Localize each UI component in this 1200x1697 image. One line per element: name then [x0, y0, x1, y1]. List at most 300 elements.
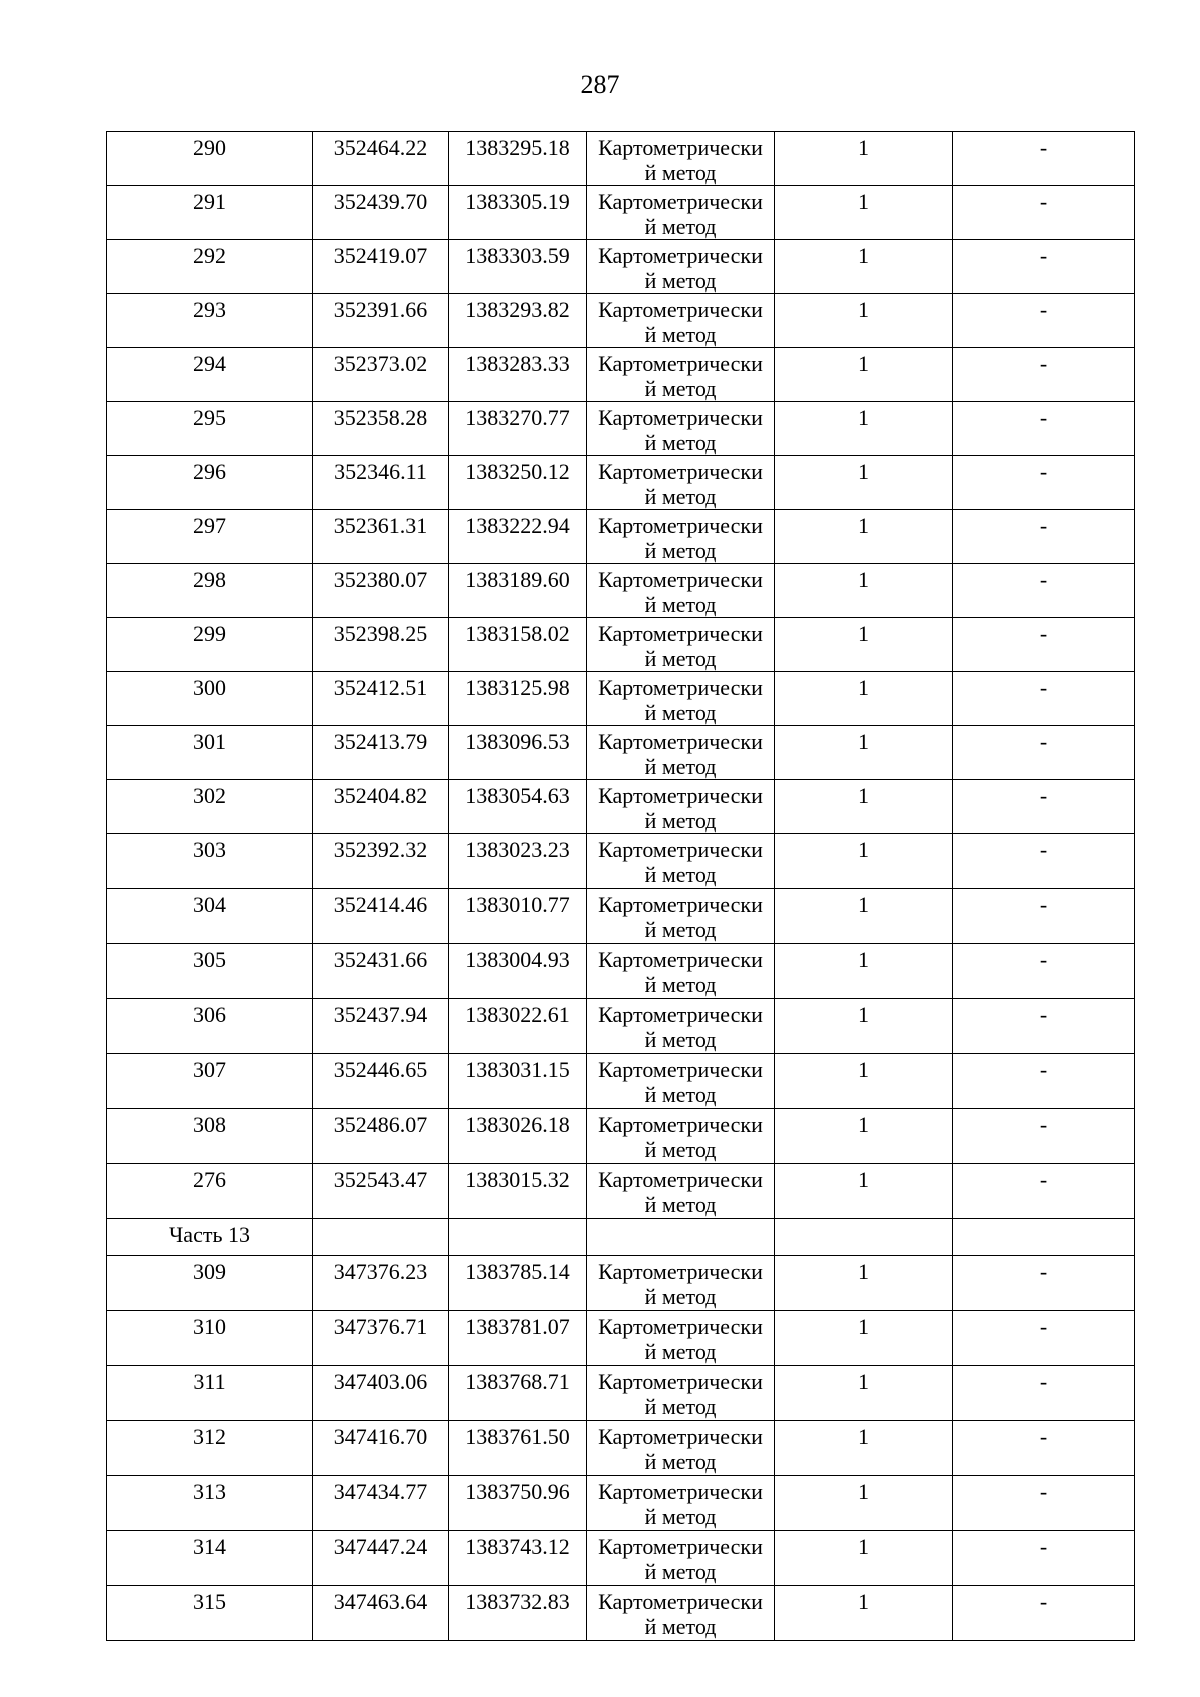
y-coordinate-cell	[449, 1476, 587, 1531]
accuracy-cell	[775, 944, 953, 999]
accuracy-cell	[775, 132, 953, 186]
x-coordinate-cell	[313, 564, 449, 618]
y-coordinate: 1383295.18	[465, 135, 570, 160]
y-coordinate-cell	[449, 780, 587, 834]
y-coordinate-cell	[449, 726, 587, 780]
note-cell	[953, 1054, 1135, 1109]
table-row	[107, 726, 1135, 780]
section-label: Часть 13	[169, 1222, 250, 1247]
method-cell	[587, 780, 775, 834]
point-number-cell	[107, 780, 313, 834]
x-coordinate: 352380.07	[333, 567, 428, 592]
note-cell	[953, 132, 1135, 186]
point-number-cell	[107, 348, 313, 402]
point-number-cell	[107, 240, 313, 294]
accuracy-cell	[775, 1311, 953, 1366]
note-cell	[953, 1421, 1135, 1476]
note-cell	[953, 944, 1135, 999]
accuracy-cell	[775, 1476, 953, 1531]
method-line-2: й метод	[644, 1504, 717, 1529]
accuracy-value: 1	[858, 1589, 869, 1614]
x-coordinate: 352419.07	[333, 243, 428, 268]
x-coordinate-cell	[313, 1476, 449, 1531]
method-cell	[587, 510, 775, 564]
method-line-2: й метод	[644, 1394, 717, 1419]
point-number-cell	[107, 726, 313, 780]
table-row	[107, 999, 1135, 1054]
method-line-2: й метод	[644, 972, 717, 997]
y-coordinate: 1383283.33	[465, 351, 570, 376]
method-line-2: й метод	[644, 1192, 717, 1217]
method-cell	[587, 1366, 775, 1421]
point-number-cell	[107, 1421, 313, 1476]
x-coordinate-cell	[313, 726, 449, 780]
accuracy-value: 1	[858, 189, 869, 214]
method-cell	[587, 1164, 775, 1219]
y-coordinate-cell	[449, 348, 587, 402]
coordinates-table	[106, 131, 1135, 1641]
point-number: 298	[193, 567, 226, 592]
point-number-cell	[107, 456, 313, 510]
point-number: 300	[193, 675, 226, 700]
method-line-1: Картометрически	[598, 1167, 763, 1192]
note-value: -	[1039, 1259, 1048, 1284]
method-cell	[587, 456, 775, 510]
accuracy-cell	[775, 510, 953, 564]
method-line-1: Картометрически	[598, 1424, 763, 1449]
accuracy-cell	[775, 618, 953, 672]
note-value: -	[1039, 513, 1048, 538]
x-coordinate: 352373.02	[333, 351, 428, 376]
method-cell	[587, 240, 775, 294]
y-coordinate-cell	[449, 672, 587, 726]
x-coordinate-cell	[313, 834, 449, 889]
accuracy-cell	[775, 240, 953, 294]
x-coordinate: 352392.32	[333, 837, 428, 862]
point-number-cell	[107, 1311, 313, 1366]
table-row	[107, 510, 1135, 564]
x-coordinate-cell	[313, 240, 449, 294]
accuracy-value: 1	[858, 1369, 869, 1394]
accuracy-value: 1	[858, 621, 869, 646]
x-coordinate: 347403.06	[333, 1369, 428, 1394]
point-number-cell	[107, 999, 313, 1054]
y-coordinate: 1383293.82	[465, 297, 570, 322]
note-value: -	[1039, 405, 1048, 430]
y-coordinate-cell	[449, 1586, 587, 1641]
y-coordinate-cell	[449, 294, 587, 348]
method-line-1: Картометрически	[598, 135, 763, 160]
table-row	[107, 1109, 1135, 1164]
note-cell	[953, 834, 1135, 889]
method-cell	[587, 294, 775, 348]
y-coordinate-cell	[449, 889, 587, 944]
method-line-2: й метод	[644, 484, 717, 509]
x-coordinate: 352439.70	[333, 189, 428, 214]
accuracy-cell	[775, 1256, 953, 1311]
note-cell	[953, 456, 1135, 510]
method-line-1: Картометрически	[598, 567, 763, 592]
y-coordinate: 1383158.02	[465, 621, 570, 646]
point-number: 314	[193, 1534, 226, 1559]
method-line-1: Картометрически	[598, 1589, 763, 1614]
x-coordinate-cell	[313, 402, 449, 456]
method-line-2: й метод	[644, 1284, 717, 1309]
y-coordinate-cell	[449, 1311, 587, 1366]
note-cell	[953, 1311, 1135, 1366]
note-cell	[953, 618, 1135, 672]
point-number: 296	[193, 459, 226, 484]
y-coordinate: 1383250.12	[465, 459, 570, 484]
y-coordinate-cell	[449, 1164, 587, 1219]
note-value: -	[1039, 1589, 1048, 1614]
y-coordinate-cell	[449, 1421, 587, 1476]
table-row	[107, 456, 1135, 510]
method-cell	[587, 1311, 775, 1366]
table-row	[107, 132, 1135, 186]
y-coordinate-cell	[449, 1366, 587, 1421]
method-line-1: Картометрически	[598, 892, 763, 917]
method-line-1: Картометрически	[598, 1314, 763, 1339]
y-coordinate-cell	[449, 1256, 587, 1311]
y-coordinate: 1383004.93	[465, 947, 570, 972]
table-row	[107, 618, 1135, 672]
method-line-2: й метод	[644, 1027, 717, 1052]
table-row	[107, 834, 1135, 889]
point-number-cell	[107, 1586, 313, 1641]
accuracy-cell	[775, 1164, 953, 1219]
method-line-1: Картометрически	[598, 405, 763, 430]
note-value: -	[1039, 729, 1048, 754]
point-number: 309	[193, 1259, 226, 1284]
method-line-2: й метод	[644, 592, 717, 617]
method-cell	[587, 1109, 775, 1164]
y-coordinate-cell	[449, 1531, 587, 1586]
note-cell	[953, 999, 1135, 1054]
y-coordinate: 1383270.77	[465, 405, 570, 430]
note-cell	[953, 1164, 1135, 1219]
note-cell	[953, 564, 1135, 618]
method-cell	[587, 1421, 775, 1476]
method-line-2: й метод	[644, 1137, 717, 1162]
point-number-cell	[107, 510, 313, 564]
accuracy-value: 1	[858, 1534, 869, 1559]
empty-cell	[587, 1219, 775, 1256]
point-number-cell	[107, 564, 313, 618]
method-line-1: Картометрически	[598, 1259, 763, 1284]
method-line-2: й метод	[644, 376, 717, 401]
note-value: -	[1039, 135, 1048, 160]
y-coordinate-cell	[449, 510, 587, 564]
point-number-cell	[107, 1109, 313, 1164]
note-cell	[953, 889, 1135, 944]
empty-cell	[313, 1219, 449, 1256]
accuracy-value: 1	[858, 892, 869, 917]
y-coordinate-cell	[449, 618, 587, 672]
method-line-2: й метод	[644, 646, 717, 671]
table-row	[107, 564, 1135, 618]
accuracy-value: 1	[858, 1479, 869, 1504]
point-number: 305	[193, 947, 226, 972]
point-number: 302	[193, 783, 226, 808]
x-coordinate-cell	[313, 1054, 449, 1109]
x-coordinate-cell	[313, 1421, 449, 1476]
y-coordinate-cell	[449, 944, 587, 999]
x-coordinate: 352404.82	[333, 783, 428, 808]
note-value: -	[1039, 675, 1048, 700]
accuracy-cell	[775, 402, 953, 456]
y-coordinate-cell	[449, 999, 587, 1054]
method-line-2: й метод	[644, 430, 717, 455]
method-line-1: Картометрически	[598, 351, 763, 376]
accuracy-cell	[775, 1421, 953, 1476]
y-coordinate: 1383761.50	[465, 1424, 570, 1449]
note-value: -	[1039, 621, 1048, 646]
accuracy-value: 1	[858, 405, 869, 430]
method-line-1: Картометрически	[598, 513, 763, 538]
note-value: -	[1039, 1314, 1048, 1339]
y-coordinate: 1383222.94	[465, 513, 570, 538]
note-value: -	[1039, 947, 1048, 972]
method-cell	[587, 1476, 775, 1531]
accuracy-value: 1	[858, 567, 869, 592]
note-cell	[953, 186, 1135, 240]
y-coordinate-cell	[449, 240, 587, 294]
point-number: 303	[193, 837, 226, 862]
method-line-2: й метод	[644, 1082, 717, 1107]
point-number: 276	[193, 1167, 226, 1192]
y-coordinate: 1383781.07	[465, 1314, 570, 1339]
y-coordinate: 1383305.19	[465, 189, 570, 214]
method-cell	[587, 618, 775, 672]
method-line-2: й метод	[644, 917, 717, 942]
x-coordinate-cell	[313, 132, 449, 186]
method-cell	[587, 564, 775, 618]
note-cell	[953, 510, 1135, 564]
method-line-1: Картометрически	[598, 783, 763, 808]
x-coordinate-cell	[313, 780, 449, 834]
method-cell	[587, 402, 775, 456]
method-line-1: Картометрически	[598, 297, 763, 322]
y-coordinate: 1383015.32	[465, 1167, 570, 1192]
note-cell	[953, 1366, 1135, 1421]
accuracy-value: 1	[858, 135, 869, 160]
x-coordinate: 352391.66	[333, 297, 428, 322]
table-row	[107, 1256, 1135, 1311]
x-coordinate: 352414.46	[333, 892, 428, 917]
accuracy-cell	[775, 564, 953, 618]
point-number: 291	[193, 189, 226, 214]
method-cell	[587, 944, 775, 999]
accuracy-value: 1	[858, 1167, 869, 1192]
accuracy-cell	[775, 1109, 953, 1164]
method-cell	[587, 186, 775, 240]
note-value: -	[1039, 1167, 1048, 1192]
x-coordinate-cell	[313, 294, 449, 348]
table-row	[107, 944, 1135, 999]
method-line-1: Картометрически	[598, 189, 763, 214]
method-cell	[587, 999, 775, 1054]
point-number-cell	[107, 1476, 313, 1531]
section-label-cell	[107, 1219, 313, 1256]
empty-cell	[775, 1219, 953, 1256]
method-cell	[587, 726, 775, 780]
table-row	[107, 294, 1135, 348]
accuracy-value: 1	[858, 1424, 869, 1449]
table-body	[107, 132, 1135, 1641]
point-number-cell	[107, 672, 313, 726]
note-value: -	[1039, 1002, 1048, 1027]
note-value: -	[1039, 459, 1048, 484]
x-coordinate-cell	[313, 1164, 449, 1219]
method-line-1: Картометрически	[598, 675, 763, 700]
note-cell	[953, 780, 1135, 834]
x-coordinate-cell	[313, 672, 449, 726]
accuracy-cell	[775, 999, 953, 1054]
note-cell	[953, 348, 1135, 402]
x-coordinate: 352437.94	[333, 1002, 428, 1027]
y-coordinate: 1383023.23	[465, 837, 570, 862]
note-cell	[953, 402, 1135, 456]
accuracy-value: 1	[858, 459, 869, 484]
table-row	[107, 1586, 1135, 1641]
method-line-2: й метод	[644, 1339, 717, 1364]
x-coordinate: 352358.28	[333, 405, 428, 430]
point-number-cell	[107, 294, 313, 348]
point-number-cell	[107, 834, 313, 889]
x-coordinate-cell	[313, 1311, 449, 1366]
x-coordinate: 352486.07	[333, 1112, 428, 1137]
x-coordinate-cell	[313, 1109, 449, 1164]
accuracy-cell	[775, 348, 953, 402]
note-value: -	[1039, 567, 1048, 592]
table-row	[107, 1366, 1135, 1421]
y-coordinate-cell	[449, 132, 587, 186]
y-coordinate: 1383010.77	[465, 892, 570, 917]
point-number-cell	[107, 618, 313, 672]
accuracy-value: 1	[858, 783, 869, 808]
note-value: -	[1039, 243, 1048, 268]
note-value: -	[1039, 189, 1048, 214]
point-number: 313	[193, 1479, 226, 1504]
x-coordinate-cell	[313, 1531, 449, 1586]
method-line-2: й метод	[644, 538, 717, 563]
x-coordinate-cell	[313, 456, 449, 510]
table-row	[107, 1054, 1135, 1109]
accuracy-value: 1	[858, 947, 869, 972]
x-coordinate-cell	[313, 186, 449, 240]
method-cell	[587, 1586, 775, 1641]
point-number: 307	[193, 1057, 226, 1082]
table-row	[107, 780, 1135, 834]
accuracy-value: 1	[858, 837, 869, 862]
accuracy-cell	[775, 726, 953, 780]
method-line-1: Картометрически	[598, 1534, 763, 1559]
method-line-1: Картометрически	[598, 947, 763, 972]
x-coordinate-cell	[313, 348, 449, 402]
y-coordinate-cell	[449, 456, 587, 510]
x-coordinate-cell	[313, 1366, 449, 1421]
method-line-2: й метод	[644, 1614, 717, 1639]
note-cell	[953, 1256, 1135, 1311]
x-coordinate-cell	[313, 999, 449, 1054]
accuracy-value: 1	[858, 729, 869, 754]
x-coordinate: 352446.65	[333, 1057, 428, 1082]
accuracy-cell	[775, 1054, 953, 1109]
x-coordinate: 352413.79	[333, 729, 428, 754]
y-coordinate: 1383743.12	[465, 1534, 570, 1559]
accuracy-cell	[775, 1366, 953, 1421]
method-line-1: Картометрически	[598, 1479, 763, 1504]
note-value: -	[1039, 892, 1048, 917]
y-coordinate: 1383189.60	[465, 567, 570, 592]
method-cell	[587, 889, 775, 944]
point-number-cell	[107, 402, 313, 456]
x-coordinate-cell	[313, 1256, 449, 1311]
point-number: 301	[193, 729, 226, 754]
y-coordinate: 1383768.71	[465, 1369, 570, 1394]
method-cell	[587, 132, 775, 186]
table-row	[107, 1311, 1135, 1366]
accuracy-value: 1	[858, 1314, 869, 1339]
y-coordinate: 1383785.14	[465, 1259, 570, 1284]
y-coordinate-cell	[449, 834, 587, 889]
method-line-1: Картометрически	[598, 1112, 763, 1137]
method-line-2: й метод	[644, 1449, 717, 1474]
note-cell	[953, 1586, 1135, 1641]
x-coordinate: 347376.23	[333, 1259, 428, 1284]
point-number: 304	[193, 892, 226, 917]
x-coordinate-cell	[313, 510, 449, 564]
y-coordinate: 1383303.59	[465, 243, 570, 268]
method-line-2: й метод	[644, 808, 717, 833]
y-coordinate: 1383022.61	[465, 1002, 570, 1027]
note-value: -	[1039, 297, 1048, 322]
x-coordinate-cell	[313, 618, 449, 672]
method-line-1: Картометрически	[598, 837, 763, 862]
accuracy-cell	[775, 780, 953, 834]
point-number: 311	[193, 1369, 226, 1394]
empty-cell	[449, 1219, 587, 1256]
y-coordinate-cell	[449, 1109, 587, 1164]
x-coordinate-cell	[313, 1586, 449, 1641]
page-number: 287	[580, 70, 620, 99]
x-coordinate: 352346.11	[334, 459, 427, 484]
x-coordinate: 352412.51	[333, 675, 428, 700]
note-value: -	[1039, 837, 1048, 862]
point-number: 299	[193, 621, 226, 646]
accuracy-value: 1	[858, 513, 869, 538]
method-line-2: й метод	[644, 1559, 717, 1584]
point-number-cell	[107, 1054, 313, 1109]
method-line-1: Картометрически	[598, 1002, 763, 1027]
point-number-cell	[107, 132, 313, 186]
y-coordinate: 1383732.83	[465, 1589, 570, 1614]
accuracy-cell	[775, 294, 953, 348]
accuracy-cell	[775, 889, 953, 944]
note-value: -	[1039, 1479, 1048, 1504]
accuracy-value: 1	[858, 1057, 869, 1082]
point-number-cell	[107, 1531, 313, 1586]
note-value: -	[1039, 351, 1048, 376]
x-coordinate: 347463.64	[333, 1589, 428, 1614]
y-coordinate: 1383750.96	[465, 1479, 570, 1504]
table-row	[107, 1476, 1135, 1531]
x-coordinate: 347434.77	[333, 1479, 428, 1504]
section-row	[107, 1219, 1135, 1256]
method-cell	[587, 1256, 775, 1311]
point-number-cell	[107, 186, 313, 240]
